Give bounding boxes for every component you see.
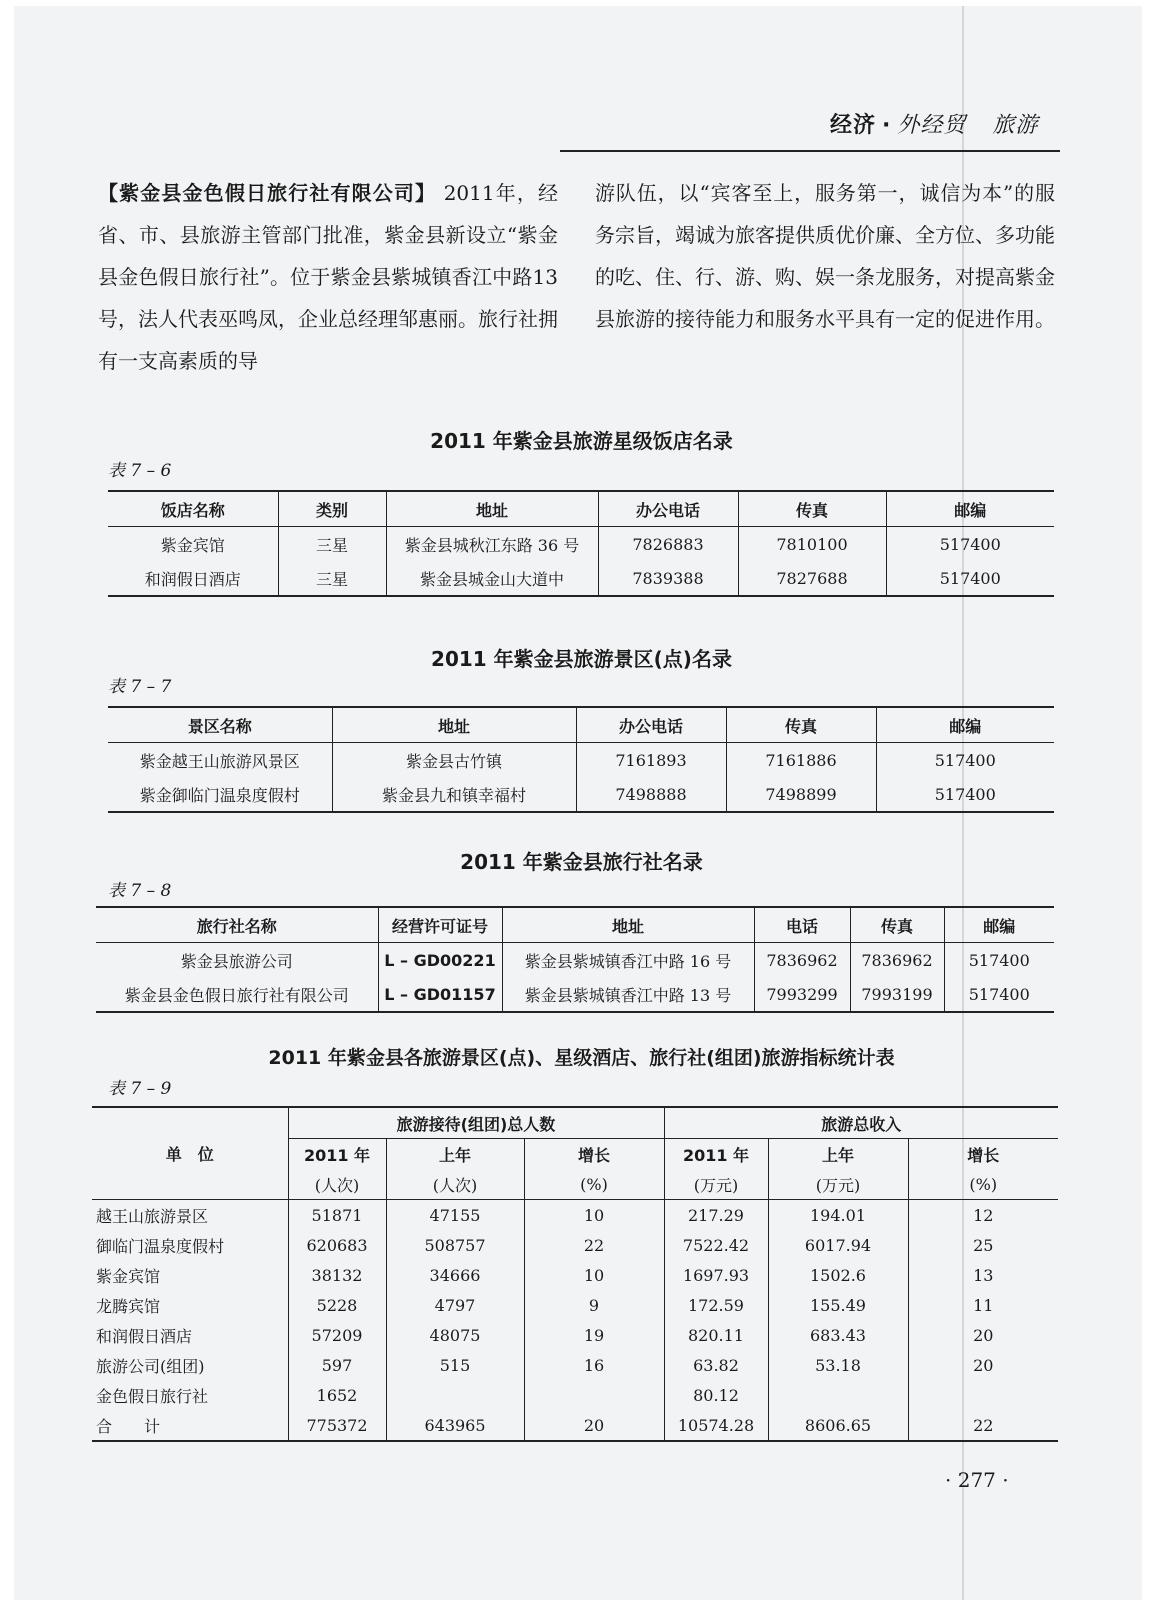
table9-group-revenue: 旅游总收入 [664,1107,1058,1139]
table-cell: 1697.93 [664,1260,768,1290]
table-row [92,1320,1058,1350]
table8-title: 2011 年紫金县旅行社名录 [460,850,703,874]
table-cell: 155.49 [768,1290,908,1320]
table7-title: 2011 年紫金县旅游景区(点)名录 [431,647,732,671]
table-cell: 1652 [288,1380,386,1410]
table9-subheader: 2011 年 [288,1139,386,1170]
table-cell: 20 [524,1410,664,1441]
table-cell [768,1380,908,1410]
table-cell: 13 [908,1260,1058,1290]
table9-group-visitors: 旅游接待(组团)总人数 [288,1107,664,1139]
table-cell: 48075 [386,1320,524,1350]
table-cell: 597 [288,1350,386,1380]
table-row [108,777,1054,812]
table9-unit-header: 单 位 [92,1107,288,1200]
table-row [108,527,1054,562]
table-cell: 7836962 [754,943,850,978]
running-head-section: 经济 [830,113,877,138]
table-cell: 7836962 [850,943,944,978]
table9-unit: (万元) [664,1169,768,1200]
table8-header: 旅行社名称 [96,907,378,943]
running-head-subsection: 外经贸 [897,113,967,138]
table9-subheader: 增长 [908,1139,1058,1170]
table9-title: 2011 年紫金县各旅游景区(点)、星级酒店、旅行社(组团)旅游指标统计表 [268,1047,895,1069]
table-cell: 7810100 [738,527,886,562]
table-cell: 53.18 [768,1350,908,1380]
table-cell: 7826883 [598,527,738,562]
intro-right-column [595,172,1055,340]
table-row [96,943,1054,978]
table-cell: 47155 [386,1200,524,1231]
table-cell: 紫金县紫城镇香江中路 13 号 [502,977,754,1012]
table-cell: 三星 [278,527,386,562]
table9-group-row [92,1107,1058,1139]
table-cell: 517400 [944,943,1054,978]
table-cell: L – GD00221 [378,943,502,978]
table-row [92,1380,1058,1410]
table-cell: 643965 [386,1410,524,1441]
table7-header: 办公电话 [576,707,726,743]
table-cell: 22 [908,1410,1058,1441]
table9-body [92,1200,1058,1442]
table9-unit: (人次) [288,1169,386,1200]
table-cell: 紫金县九和镇幸福村 [332,777,576,812]
table8-header: 地址 [502,907,754,943]
table7-header: 地址 [332,707,576,743]
table8-header: 传真 [850,907,944,943]
running-head-topic: 旅游 [992,113,1039,138]
table-cell: 10574.28 [664,1410,768,1441]
table-cell: 12 [908,1200,1058,1231]
table-cell: 7522.42 [664,1230,768,1260]
table6-header: 地址 [386,491,598,527]
table-row [92,1290,1058,1320]
table-cell: 11 [908,1290,1058,1320]
table-row [92,1200,1058,1231]
intro-title: 【紫金县金色假日旅行社有限公司】 [98,181,437,205]
table9-unit-name: 金色假日旅行社 [92,1380,288,1410]
table-cell [524,1380,664,1410]
table-cell: 515 [386,1350,524,1380]
table-cell: 7498899 [726,777,876,812]
table-cell: 16 [524,1350,664,1380]
intro-left-text: 2011年，经省、市、县旅游主管部门批准，紫金县新设立“紫金县金色假日旅行社”。位于紫金县紫城镇香江中路13号，法人代表巫鸣凤，企业总经理邹惠丽。旅行社拥有一支高素质的导 [98,181,558,373]
table8 [96,906,1054,1013]
table-cell: 7498888 [576,777,726,812]
table-cell: 7839388 [598,561,738,596]
table-cell: 517400 [944,977,1054,1012]
table-cell: L – GD01157 [378,977,502,1012]
table-cell: 22 [524,1230,664,1260]
table6-label: 表 7 – 6 [108,461,172,481]
table-cell: 6017.94 [768,1230,908,1260]
table-cell: 19 [524,1320,664,1350]
table-cell: 紫金县城金山大道中 [386,561,598,596]
table9-label: 表 7 – 9 [108,1079,172,1099]
table9-unit-name: 紫金宾馆 [92,1260,288,1290]
table8-label: 表 7 – 8 [108,881,172,901]
table-cell: 217.29 [664,1200,768,1231]
table-cell: 紫金县金色假日旅行社有限公司 [96,977,378,1012]
table-cell: 紫金越王山旅游风景区 [108,743,332,778]
table-cell: 三星 [278,561,386,596]
table-cell: 620683 [288,1230,386,1260]
table-cell: 38132 [288,1260,386,1290]
table-cell: 172.59 [664,1290,768,1320]
table-cell: 7993199 [850,977,944,1012]
table8-header: 邮编 [944,907,1054,943]
table9-unit-name: 和润假日酒店 [92,1320,288,1350]
running-head-dot: · [882,113,892,138]
table6-header: 办公电话 [598,491,738,527]
table-cell: 194.01 [768,1200,908,1231]
table7-header: 邮编 [876,707,1054,743]
table-cell: 5228 [288,1290,386,1320]
table-row [96,977,1054,1012]
table-cell: 和润假日酒店 [108,561,278,596]
table8-header-row [96,907,1054,943]
table7-label: 表 7 – 7 [108,677,172,697]
table9-unit-name: 龙腾宾馆 [92,1290,288,1320]
table-row [108,743,1054,778]
table-row [92,1260,1058,1290]
table-cell: 10 [524,1260,664,1290]
table6-header: 类别 [278,491,386,527]
table-cell: 9 [524,1290,664,1320]
intro-left-column [98,172,558,382]
table-cell: 4797 [386,1290,524,1320]
table9-unit: (%) [908,1169,1058,1200]
table-cell: 紫金县旅游公司 [96,943,378,978]
table9-unit: (人次) [386,1169,524,1200]
table-cell: 517400 [886,527,1054,562]
table-cell: 1502.6 [768,1260,908,1290]
table-cell: 508757 [386,1230,524,1260]
table-cell: 820.11 [664,1320,768,1350]
table-cell [386,1380,524,1410]
table-cell: 7161886 [726,743,876,778]
running-head [830,108,1038,139]
table-cell: 7161893 [576,743,726,778]
table-cell: 紫金县城秋江东路 36 号 [386,527,598,562]
table6-header: 饭店名称 [108,491,278,527]
table8-header: 经营许可证号 [378,907,502,943]
table-cell: 紫金县古竹镇 [332,743,576,778]
table-row [92,1230,1058,1260]
table7-header: 传真 [726,707,876,743]
table9-subheader: 增长 [524,1139,664,1170]
table9-unit-name: 越王山旅游景区 [92,1200,288,1231]
table7-header: 景区名称 [108,707,332,743]
table6-header-row [108,491,1054,527]
table-cell: 517400 [876,743,1054,778]
table-cell: 20 [908,1350,1058,1380]
table-cell [908,1380,1058,1410]
table-cell: 7827688 [738,561,886,596]
table-cell: 20 [908,1320,1058,1350]
table8-header: 电话 [754,907,850,943]
table-row [92,1410,1058,1441]
table9-subheader: 上年 [386,1139,524,1170]
table-cell: 517400 [876,777,1054,812]
table9-subheader: 上年 [768,1139,908,1170]
table-cell: 紫金县紫城镇香江中路 16 号 [502,943,754,978]
table-cell: 775372 [288,1410,386,1441]
header-rule [560,150,1060,152]
table9-subheader: 2011 年 [664,1139,768,1170]
table-cell: 51871 [288,1200,386,1231]
table9 [92,1106,1058,1442]
table-cell: 517400 [886,561,1054,596]
table9-unit: (万元) [768,1169,908,1200]
table7 [108,706,1054,813]
table-row [92,1350,1058,1380]
table9-unit-name: 御临门温泉度假村 [92,1230,288,1260]
table9-unit-name: 旅游公司(组团) [92,1350,288,1380]
table-row [108,561,1054,596]
table-cell: 25 [908,1230,1058,1260]
table7-header-row [108,707,1054,743]
table6-header: 邮编 [886,491,1054,527]
table-cell: 80.12 [664,1380,768,1410]
table-cell: 紫金宾馆 [108,527,278,562]
table-cell: 63.82 [664,1350,768,1380]
table6 [108,490,1054,597]
table-cell: 8606.65 [768,1410,908,1441]
page-number: · 277 · [945,1468,1009,1492]
table-cell: 34666 [386,1260,524,1290]
table9-unit: (%) [524,1169,664,1200]
table9-unit-name: 合 计 [92,1410,288,1441]
intro-right-text: 游队伍，以“宾客至上，服务第一，诚信为本”的服务宗旨，竭诚为旅客提供质优价廉、全方位、多功能的吃、住、行、游、购、娱一条龙服务，对提高紫金县旅游的接待能力和服务水平具有一定的促进作用。 [595,181,1055,331]
table-cell: 57209 [288,1320,386,1350]
table-cell: 10 [524,1200,664,1231]
table-cell: 683.43 [768,1320,908,1350]
table6-title: 2011 年紫金县旅游星级饭店名录 [430,429,733,453]
table-cell: 7993299 [754,977,850,1012]
table-cell: 紫金御临门温泉度假村 [108,777,332,812]
table6-header: 传真 [738,491,886,527]
